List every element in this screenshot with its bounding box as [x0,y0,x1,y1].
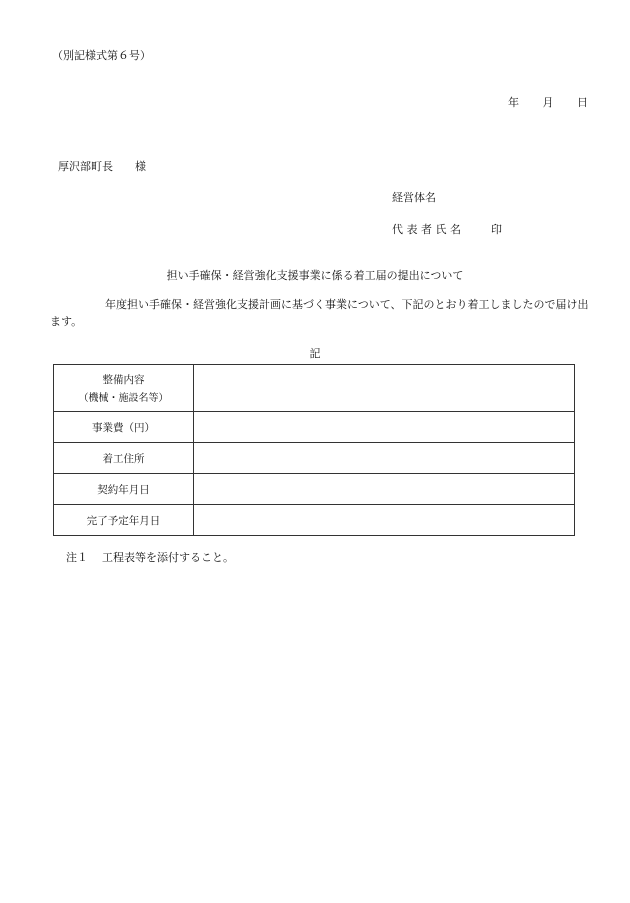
row-label: 事業費（円） [54,412,194,443]
table-row [54,505,575,536]
footnote [66,549,234,565]
construction-details-table [53,364,575,536]
table-row [54,443,575,474]
document-title: 担い手確保・経営強化支援事業に係る着工届の提出について [166,269,464,282]
contract-date-field[interactable] [194,474,575,505]
completion-date-field[interactable] [194,505,575,536]
addressee [58,158,146,174]
row-label-text: 整備内容 [102,374,145,386]
submission-date [508,94,588,110]
table-row [54,474,575,505]
addressee-honorific: 様 [135,160,146,173]
seal-label: 印 [491,223,502,236]
organization-name-label: 経営体名 [392,191,436,204]
footnote-marker: 注１ [66,551,88,564]
equipment-content-field[interactable] [194,365,575,412]
date-month-label: 月 [542,96,554,109]
representative-line [392,221,502,237]
row-label [54,365,194,412]
row-label: 着工住所 [54,443,194,474]
representative-name-label: 代 表 者 氏 名 [392,223,461,236]
project-cost-field[interactable] [194,412,575,443]
date-year-label: 年 [508,96,519,109]
date-day-label: 日 [577,96,588,109]
table-row [54,365,575,412]
footnote-text: 工程表等を添付すること。 [102,551,234,564]
ki-heading: 記 [309,347,321,360]
addressee-name: 厚沢部町長 [58,160,113,173]
row-sub-label: （機械・施設名等） [78,393,169,404]
table-row [54,412,575,443]
body-text: 年度担い手確保・経営強化支援計画に基づく事業について、下記のとおり着工しましたので届け出ます。 [50,298,589,328]
body-paragraph [50,296,590,330]
row-label: 完了予定年月日 [54,505,194,536]
construction-address-field[interactable] [194,443,575,474]
form-number: （別記様式第６号） [52,49,151,62]
row-label: 契約年月日 [54,474,194,505]
